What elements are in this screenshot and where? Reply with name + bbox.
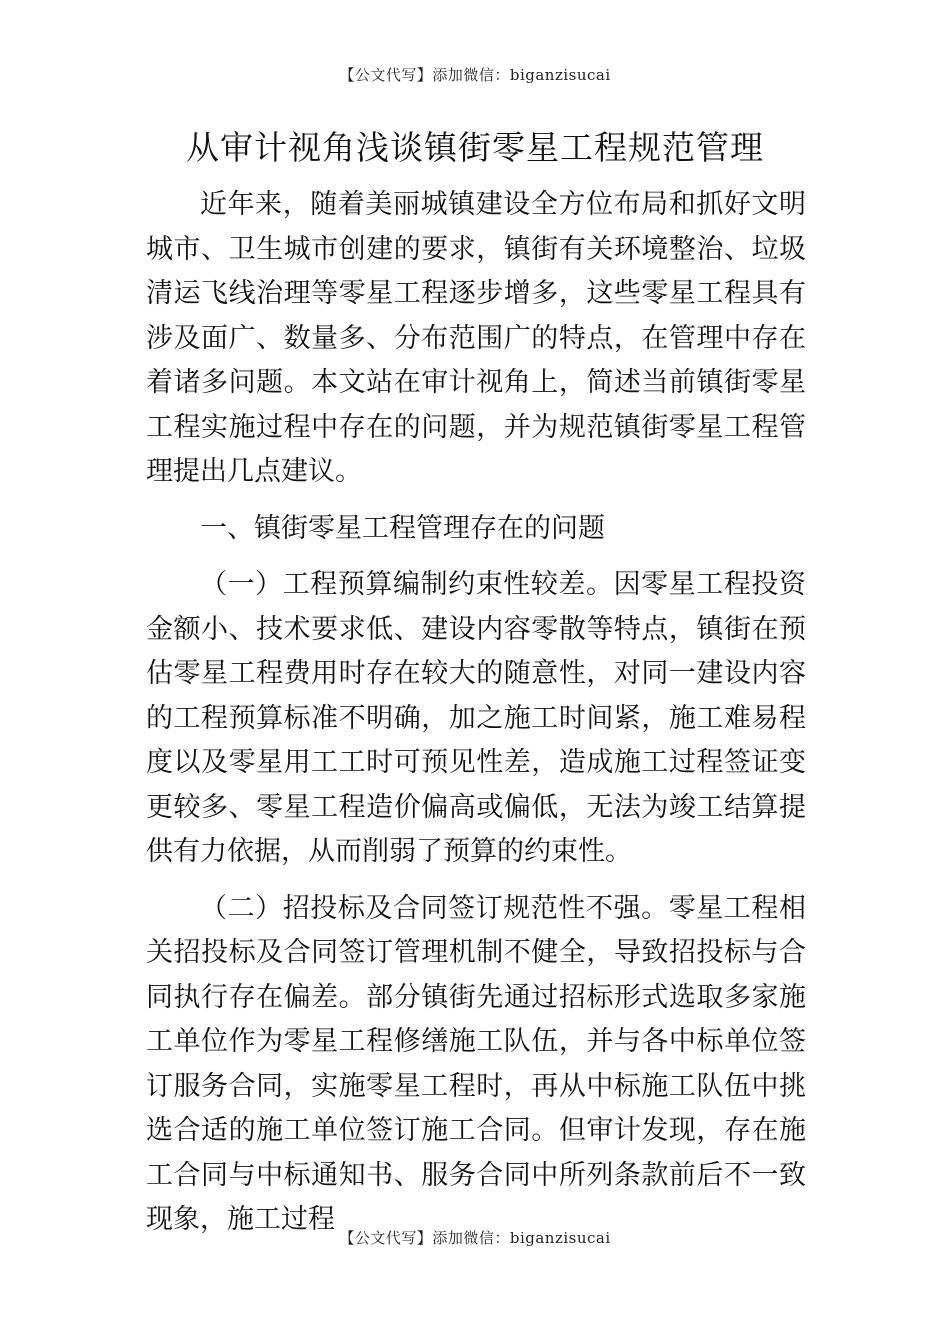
intro-paragraph: 近年来，随着美丽城镇建设全方位布局和抓好文明城市、卫生城市创建的要求，镇街有关环境整治、垃圾清运飞线治理等零星工程逐步增多，这些零星工程具有涉及面广、数量多、分布范围广的特点，在管理中存在着诸多问题。本文站在审计视角上，简述当前镇街零星工程实施过程中存在的问题，并为规范镇街零星工程管理提出几点建议。 [146,189,806,487]
section-heading: 一、镇街零星工程管理存在的问题 [200,512,605,544]
page-header-watermark: 【公文代写】添加微信：biganzisucai [339,66,611,84]
document-body [146,183,806,1243]
item-two-paragraph: （二）招投标及合同签订规范性不强。零星工程相关招投标及合同签订管理机制不健全，导致招投标与合同执行存在偏差。部分镇街先通过招标形式选取多家施工单位作为零星工程修缮施工队伍，并与各中标单位签订服务合同，实施零星工程时，再从中标施工队伍中挑选合适的施工单位签订施工合同。但审计发现，存在施工合同与中标通知书、服务合同中所列条款前后不一致现象，施工过程 [146,892,806,1235]
document-title: 从审计视角浅谈镇街零星工程规范管理 [186,128,764,167]
item-one-paragraph: （一）工程预算编制约束性较差。因零星工程投资金额小、技术要求低、建设内容零散等特点，镇街在预估零星工程费用时存在较大的随意性，对同一建设内容的工程预算标准不明确，加之施工时间紧，施工难易程度以及零星用工工时可预见性差，造成施工过程签证变更较多、零星工程造价偏高或偏低，无法为竣工结算提供有力依据，从而削弱了预算的约束性。 [146,569,806,867]
page-footer-watermark: 【公文代写】添加微信：biganzisucai [339,1229,611,1247]
